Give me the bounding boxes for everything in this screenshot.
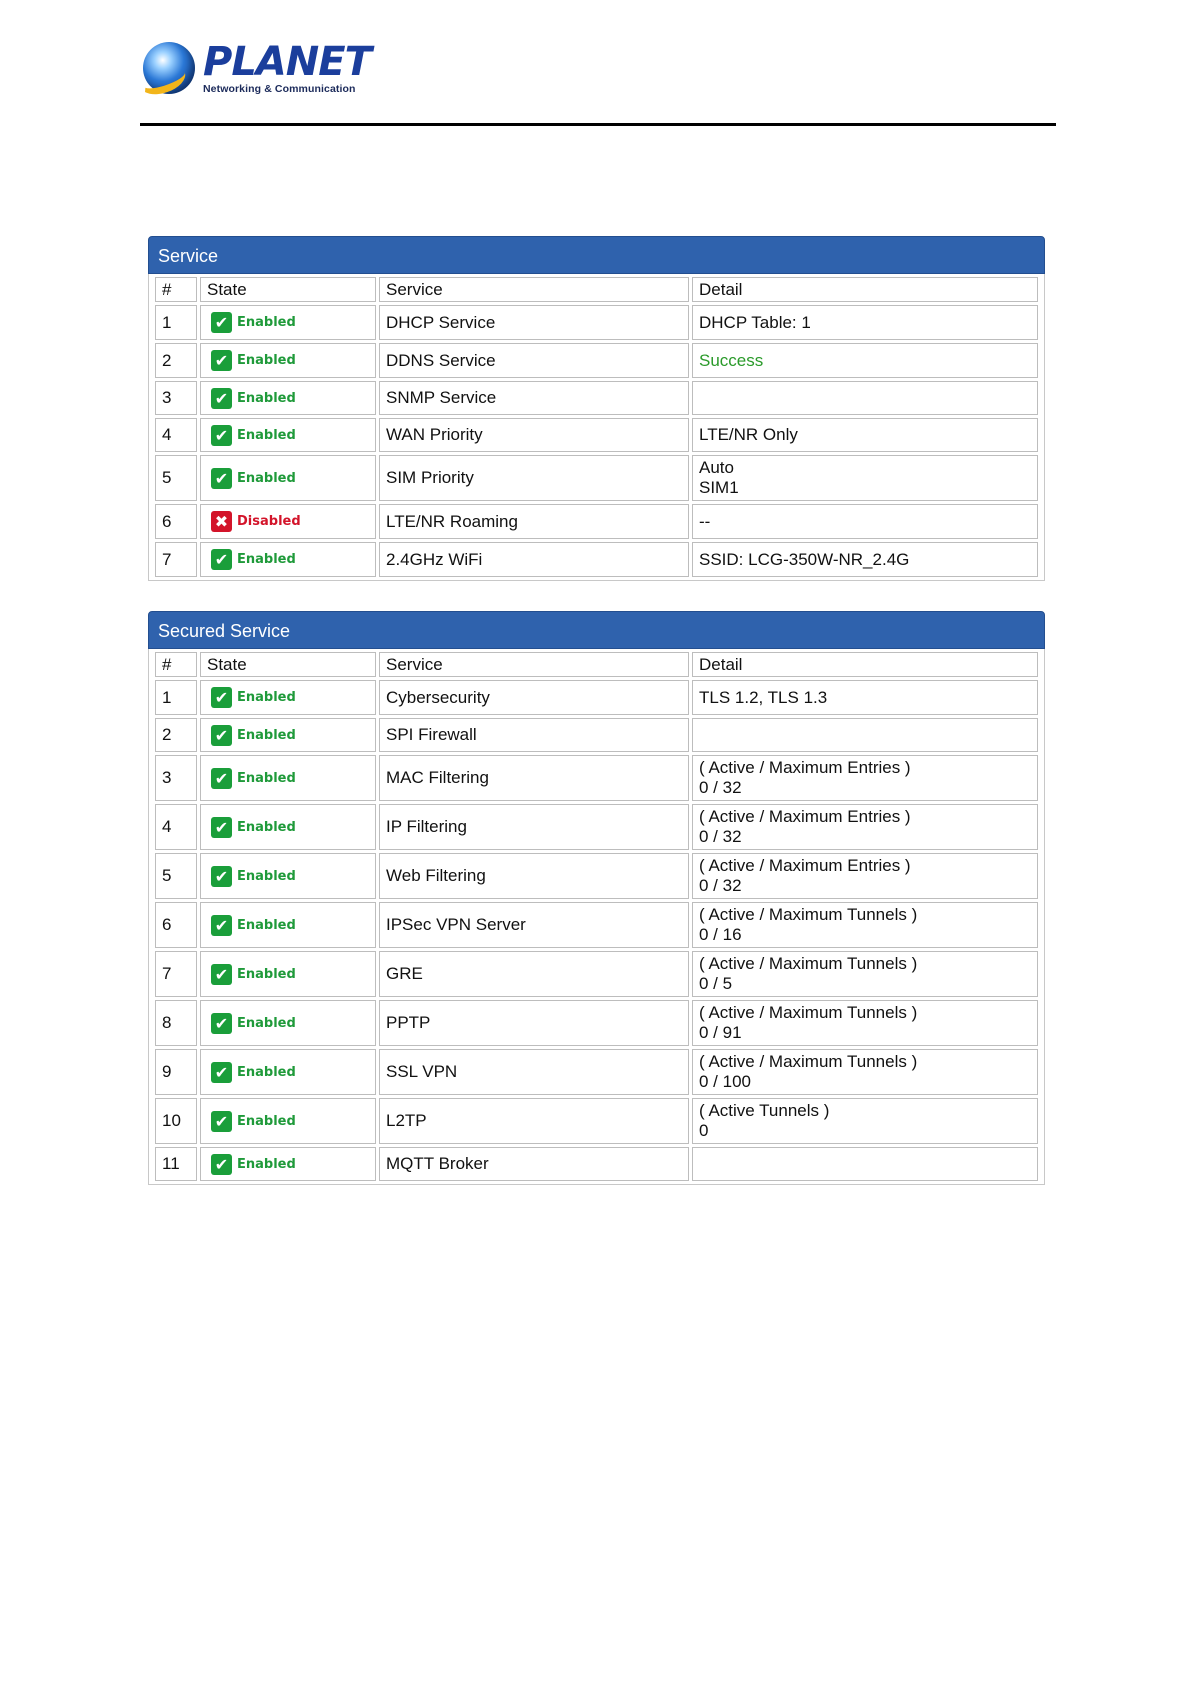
planet-logo: [143, 40, 371, 96]
row-state: [200, 542, 376, 577]
table-row: [155, 542, 1038, 577]
state-label: Enabled: [237, 1015, 296, 1031]
table-row: [155, 418, 1038, 452]
check-icon: ✔: [211, 1062, 232, 1083]
col-detail: Detail: [692, 652, 1038, 677]
detail-line: ( Active / Maximum Tunnels ): [699, 905, 918, 924]
check-icon: ✔: [211, 1013, 232, 1034]
row-detail: [692, 1098, 1038, 1144]
header-divider: [140, 123, 1056, 126]
detail-line: ( Active / Maximum Entries ): [699, 807, 911, 826]
state-label: Enabled: [237, 427, 296, 443]
row-number: 3: [155, 381, 197, 415]
state-label: Enabled: [237, 917, 296, 933]
detail-line: ( Active / Maximum Tunnels ): [699, 1052, 918, 1071]
col-num: #: [155, 277, 197, 302]
state-label: Enabled: [237, 966, 296, 982]
table-header-row: [155, 277, 1038, 302]
row-detail: [692, 542, 1038, 577]
row-service: WAN Priority: [379, 418, 689, 452]
col-service: Service: [379, 277, 689, 302]
state-label: Enabled: [237, 1156, 296, 1172]
row-detail: [692, 455, 1038, 501]
row-service: MQTT Broker: [379, 1147, 689, 1181]
state-label: Enabled: [237, 770, 296, 786]
service-panel-title: Service: [148, 236, 1045, 274]
check-icon: ✔: [211, 350, 232, 371]
row-state: [200, 381, 376, 415]
table-row: [155, 504, 1038, 539]
check-icon: ✔: [211, 817, 232, 838]
row-state: [200, 305, 376, 340]
col-state: State: [200, 652, 376, 677]
state-label: Enabled: [237, 868, 296, 884]
row-detail: [692, 1049, 1038, 1095]
secured-service-panel: [148, 611, 1045, 1185]
row-detail: [692, 902, 1038, 948]
table-row: [155, 381, 1038, 415]
table-row: [155, 853, 1038, 899]
detail-line: 0 / 100: [699, 1072, 751, 1091]
detail-line: Success: [699, 350, 764, 370]
row-state: [200, 1049, 376, 1095]
detail-line: ( Active Tunnels ): [699, 1101, 830, 1120]
row-service: MAC Filtering: [379, 755, 689, 801]
row-number: 1: [155, 305, 197, 340]
check-icon: ✔: [211, 866, 232, 887]
detail-line: TLS 1.2, TLS 1.3: [699, 687, 828, 707]
row-service: 2.4GHz WiFi: [379, 542, 689, 577]
row-detail: [692, 804, 1038, 850]
service-panel: [148, 236, 1045, 581]
check-icon: ✔: [211, 312, 232, 333]
check-icon: ✔: [211, 687, 232, 708]
detail-line: --: [699, 511, 711, 531]
row-number: 6: [155, 504, 197, 539]
row-number: 8: [155, 1000, 197, 1046]
check-icon: ✔: [211, 915, 232, 936]
check-icon: ✔: [211, 425, 232, 446]
secured-service-panel-title: Secured Service: [148, 611, 1045, 649]
table-row: [155, 1000, 1038, 1046]
row-detail: [692, 853, 1038, 899]
detail-line: 0 / 32: [699, 876, 742, 895]
detail-line: ( Active / Maximum Entries ): [699, 856, 911, 875]
row-state: [200, 718, 376, 752]
detail-line: LTE/NR Only: [699, 425, 798, 444]
detail-line: 0 / 32: [699, 778, 742, 797]
row-number: 2: [155, 343, 197, 378]
table-row: [155, 718, 1038, 752]
row-state: [200, 755, 376, 801]
row-number: 3: [155, 755, 197, 801]
row-state: [200, 853, 376, 899]
check-icon: ✔: [211, 388, 232, 409]
state-label: Enabled: [237, 390, 296, 406]
row-state: [200, 418, 376, 452]
row-service: DDNS Service: [379, 343, 689, 378]
detail-line: DHCP Table: 1: [699, 312, 811, 332]
col-service: Service: [379, 652, 689, 677]
detail-line: SSID: LCG-350W-NR_2.4G: [699, 549, 910, 569]
row-service: LTE/NR Roaming: [379, 504, 689, 539]
check-icon: ✔: [211, 1154, 232, 1175]
table-row: [155, 343, 1038, 378]
detail-line: ( Active / Maximum Entries ): [699, 758, 911, 777]
table-row: [155, 680, 1038, 715]
row-state: [200, 1000, 376, 1046]
col-detail: Detail: [692, 277, 1038, 302]
row-number: 5: [155, 853, 197, 899]
row-state: [200, 804, 376, 850]
service-table: [152, 274, 1041, 580]
row-number: 4: [155, 804, 197, 850]
row-detail: [692, 305, 1038, 340]
check-icon: ✔: [211, 964, 232, 985]
row-service: Cybersecurity: [379, 680, 689, 715]
row-number: 2: [155, 718, 197, 752]
row-service: GRE: [379, 951, 689, 997]
table-row: [155, 951, 1038, 997]
row-number: 7: [155, 542, 197, 577]
row-state: [200, 1147, 376, 1181]
row-detail: [692, 343, 1038, 378]
table-row: [155, 305, 1038, 340]
row-state: [200, 951, 376, 997]
row-service: DHCP Service: [379, 305, 689, 340]
check-icon: ✔: [211, 768, 232, 789]
secured-service-table: [152, 649, 1041, 1184]
detail-line: ( Active / Maximum Tunnels ): [699, 1003, 918, 1022]
row-detail: [692, 755, 1038, 801]
row-detail: [692, 504, 1038, 539]
row-state: [200, 902, 376, 948]
row-state: [200, 680, 376, 715]
globe-icon: [143, 42, 195, 94]
check-icon: ✔: [211, 549, 232, 570]
col-state: State: [200, 277, 376, 302]
check-icon: ✔: [211, 725, 232, 746]
check-icon: ✔: [211, 468, 232, 489]
detail-line: 0 / 5: [699, 974, 733, 993]
row-service: SNMP Service: [379, 381, 689, 415]
table-row: [155, 1147, 1038, 1181]
row-number: 5: [155, 455, 197, 501]
detail-line: SIM1: [699, 478, 739, 497]
detail-line: 0: [699, 1121, 709, 1140]
detail-line: 0 / 32: [699, 827, 742, 846]
state-label: Enabled: [237, 552, 296, 567]
row-service: Web Filtering: [379, 853, 689, 899]
table-row: [155, 1049, 1038, 1095]
row-state: [200, 343, 376, 378]
row-service: IP Filtering: [379, 804, 689, 850]
row-detail: [692, 1000, 1038, 1046]
row-service: SSL VPN: [379, 1049, 689, 1095]
check-icon: ✔: [211, 1111, 232, 1132]
table-row: [155, 755, 1038, 801]
detail-line: 0 / 91: [699, 1023, 742, 1042]
brand-tagline: Networking & Communication: [203, 82, 356, 95]
row-state: [200, 455, 376, 501]
row-detail: [692, 381, 1038, 415]
row-number: 10: [155, 1098, 197, 1144]
col-num: #: [155, 652, 197, 677]
row-service: SIM Priority: [379, 455, 689, 501]
row-number: 4: [155, 418, 197, 452]
state-label: Enabled: [237, 819, 296, 835]
state-label: Disabled: [237, 514, 301, 529]
state-label: Enabled: [237, 353, 296, 368]
state-label: Enabled: [237, 315, 296, 330]
row-service: L2TP: [379, 1098, 689, 1144]
row-state: [200, 504, 376, 539]
table-row: [155, 1098, 1038, 1144]
row-detail: [692, 951, 1038, 997]
table-row: [155, 804, 1038, 850]
row-number: 7: [155, 951, 197, 997]
row-detail: [692, 418, 1038, 452]
row-number: 11: [155, 1147, 197, 1181]
row-service: SPI Firewall: [379, 718, 689, 752]
state-label: Enabled: [237, 1064, 296, 1080]
row-detail: [692, 1147, 1038, 1181]
row-detail: [692, 680, 1038, 715]
row-number: 6: [155, 902, 197, 948]
state-label: Enabled: [237, 727, 296, 743]
row-state: [200, 1098, 376, 1144]
row-service: IPSec VPN Server: [379, 902, 689, 948]
row-service: PPTP: [379, 1000, 689, 1046]
row-number: 9: [155, 1049, 197, 1095]
brand-name: PLANET: [203, 38, 371, 85]
table-header-row: [155, 652, 1038, 677]
x-icon: ✖: [211, 511, 232, 532]
state-label: Enabled: [237, 1113, 296, 1129]
detail-line: 0 / 16: [699, 925, 742, 944]
state-label: Enabled: [237, 690, 296, 705]
table-row: [155, 455, 1038, 501]
row-detail: [692, 718, 1038, 752]
detail-line: Auto: [699, 458, 734, 477]
table-row: [155, 902, 1038, 948]
state-label: Enabled: [237, 470, 296, 486]
detail-line: ( Active / Maximum Tunnels ): [699, 954, 918, 973]
row-number: 1: [155, 680, 197, 715]
